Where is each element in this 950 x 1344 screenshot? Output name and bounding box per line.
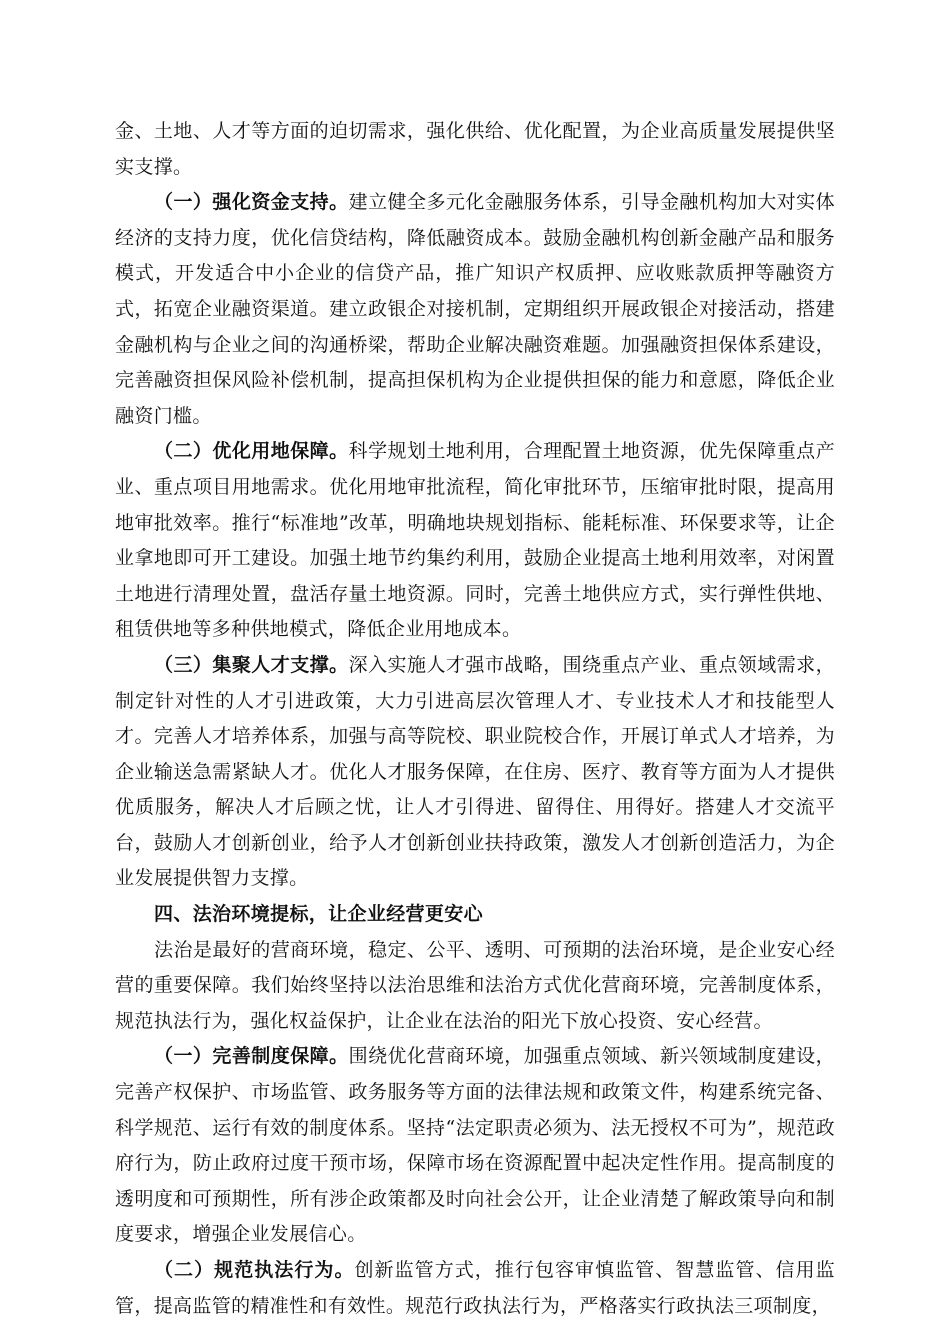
paragraph-text: 建立健全多元化金融服务体系，引导金融机构加大对实体经济的支持力度，优化信贷结构，降低融资成本。鼓励金融机构创新金融产品和服务模式，开发适合中小企业的信贷产品，推广知识产权质押、应收账款质押等融资方式，拓宽企业融资渠道。建立政银企对接机制，定期组织开展政银企对接活动，搭建金融机构与企业之间的沟通桥梁，帮助企业解决融资难题。加强融资担保体系建设，完善融资担保风险补偿机制，提高担保机构为企业提供担保的能力和意愿，降低企业融资门槛。 — [115, 191, 835, 427]
paragraph-text: 科学规划土地利用，合理配置土地资源，优先保障重点产业、重点项目用地需求。优化用地审批流程，简化审批环节，压缩审批时限，提高用地审批效率。推行“标准地”改革，明确地块规划指标、能耗标准、环保要求等，让企业拿地即可开工建设。加强土地节约集约利用，鼓励企业提高土地利用效率，对闲置土地进行清理处置，盘活存量土地资源。同时，完善土地供应方式，实行弹性供地、租赁供地等多种供地模式，降低企业用地成本。 — [115, 440, 835, 641]
paragraph-text: 金、土地、人才等方面的迫切需求，强化供给、优化配置，为企业高质量发展提供坚实支撑。 — [115, 120, 835, 178]
paragraph-lead: （一）强化资金支持。 — [154, 191, 349, 214]
paragraph-text: 深入实施人才强市战略，围绕重点产业、重点领域需求，制定针对性的人才引进政策，大力引进高层次管理人才、专业技术人才和技能型人才。完善人才培养体系，加强与高等院校、职业院校合作，开展订单式人才培养，为企业输送急需紧缺人才。优化人才服务保障，在住房、医疗、教育等方面为人才提供优质服务，解决人才后顾之忧，让人才引得进、留得住、用得好。搭建人才交流平台，鼓励人才创新创业，给予人才创新创业扶持政策，激发人才创新创造活力，为企业发展提供智力支撑。 — [115, 653, 835, 890]
paragraph-lead: （三）集聚人才支撑。 — [154, 653, 349, 676]
paragraph-talent-support — [115, 648, 835, 897]
paragraph-text: 围绕优化营商环境，加强重点领域、新兴领域制度建设，完善产权保护、市场监管、政务服务等方面的法律法规和政策文件，构建系统完备、科学规范、运行有效的制度体系。坚持“法定职责必须为、法无授权不可为”，规范政府行为，防止政府过度干预市场，保障市场在资源配置中起决定性作用。提高制度的透明度和可预期性，所有涉企政策都及时向社会公开，让企业清楚了解政策导向和制度要求，增强企业发展信心。 — [115, 1045, 835, 1246]
paragraph-continuation — [115, 114, 835, 185]
paragraph-land-guarantee — [115, 434, 835, 648]
paragraph-funding-support — [115, 185, 835, 434]
paragraph-law-enforcement — [115, 1253, 835, 1324]
paragraph-text: 创新监管方式，推行包容审慎监管、智慧监管、信用监管，提高监管的精准性和有效性。规范行政执法行为，严格落实行政执法三项制度， — [115, 1259, 835, 1317]
paragraph-lead: （二）规范执法行为。 — [154, 1259, 355, 1281]
paragraph-lead: （二）优化用地保障。 — [154, 440, 349, 463]
paragraph-text: 法治是最好的营商环境，稳定、公平、透明、可预期的法治环境，是企业安心经营的重要保障。我们始终坚持以法治思维和法治方式优化营商环境，完善制度体系，规范执法行为，强化权益保护，让企业在法治的阳光下放心投资、安心经营。 — [115, 938, 835, 1032]
section-heading — [115, 897, 835, 933]
section-heading-text: 四、法治环境提标，让企业经营更安心 — [154, 903, 483, 926]
paragraph-rule-of-law-intro — [115, 933, 835, 1040]
document-body — [115, 114, 835, 1324]
paragraph-institutional-guarantee — [115, 1039, 835, 1253]
paragraph-lead: （一）完善制度保障。 — [154, 1045, 349, 1068]
